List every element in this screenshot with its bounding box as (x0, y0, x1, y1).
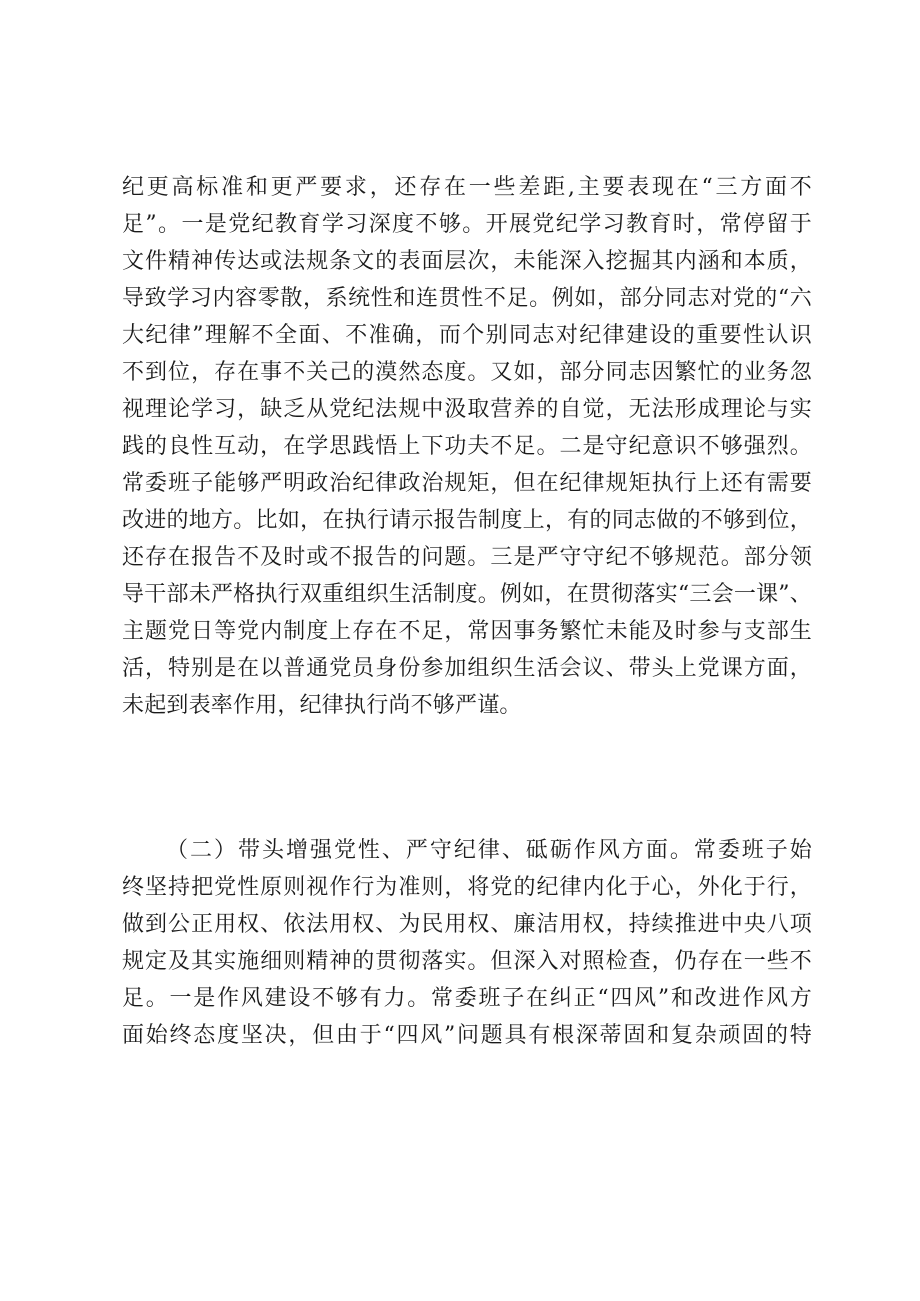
text-line: 面始终态度坚决，但由于“四风”问题具有根深蒂固和复杂顽固的特 (122, 1023, 812, 1048)
text-line: 足。一是作风建设不够有力。常委班子在纠正“四风”和改进作风方 (122, 986, 812, 1011)
text-line: 纪更高标准和更严要求，还存在一些差距,主要表现在“三方面不 (122, 175, 812, 200)
text-line: （二）带头增强党性、严守纪律、砥砺作风方面。常委班子始 (166, 838, 812, 863)
text-line: 终坚持把党性原则视作行为准则，将党的纪律内化于心，外化于行， (122, 875, 812, 900)
paragraph-1 (122, 169, 812, 724)
text-line: 文件精神传达或法规条文的表面层次，未能深入挖掘其内涵和本质， (122, 249, 812, 274)
text-line: 大纪律”理解不全面、不准确，而个别同志对纪律建设的重要性认识 (122, 323, 812, 348)
text-line: 做到公正用权、依法用权、为民用权、廉洁用权，持续推进中央八项 (122, 912, 812, 937)
text-line: 视理论学习，缺乏从党纪法规中汲取营养的自觉，无法形成理论与实 (122, 397, 812, 422)
paragraph-2 (122, 832, 812, 1054)
text-line: 导干部未严格执行双重组织生活制度。例如，在贯彻落实“三会一课”、 (122, 582, 812, 607)
text-line: 主题党日等党内制度上存在不足，常因事务繁忙未能及时参与支部生 (122, 619, 812, 644)
text-line: 不到位，存在事不关己的漠然态度。又如，部分同志因繁忙的业务忽 (122, 360, 812, 385)
text-line: 活，特别是在以普通党员身份参加组织生活会议、带头上党课方面， (122, 656, 812, 681)
text-line: 还存在报告不及时或不报告的问题。三是严守守纪不够规范。部分领 (122, 545, 812, 570)
text-line: 导致学习内容零散，系统性和连贯性不足。例如，部分同志对党的“六 (122, 286, 812, 311)
text-line: 足”。一是党纪教育学习深度不够。开展党纪学习教育时，常停留于 (122, 212, 812, 237)
text-line: 规定及其实施细则精神的贯彻落实。但深入对照检查，仍存在一些不 (122, 949, 812, 974)
text-line: 践的良性互动，在学思践悟上下功夫不足。二是守纪意识不够强烈。 (122, 434, 812, 459)
text-line: 改进的地方。比如，在执行请示报告制度上，有的同志做的不够到位， (122, 508, 812, 533)
text-line: 常委班子能够严明政治纪律政治规矩，但在纪律规矩执行上还有需要 (122, 471, 812, 496)
text-line: 未起到表率作用，纪律执行尚不够严谨。 (122, 693, 522, 718)
